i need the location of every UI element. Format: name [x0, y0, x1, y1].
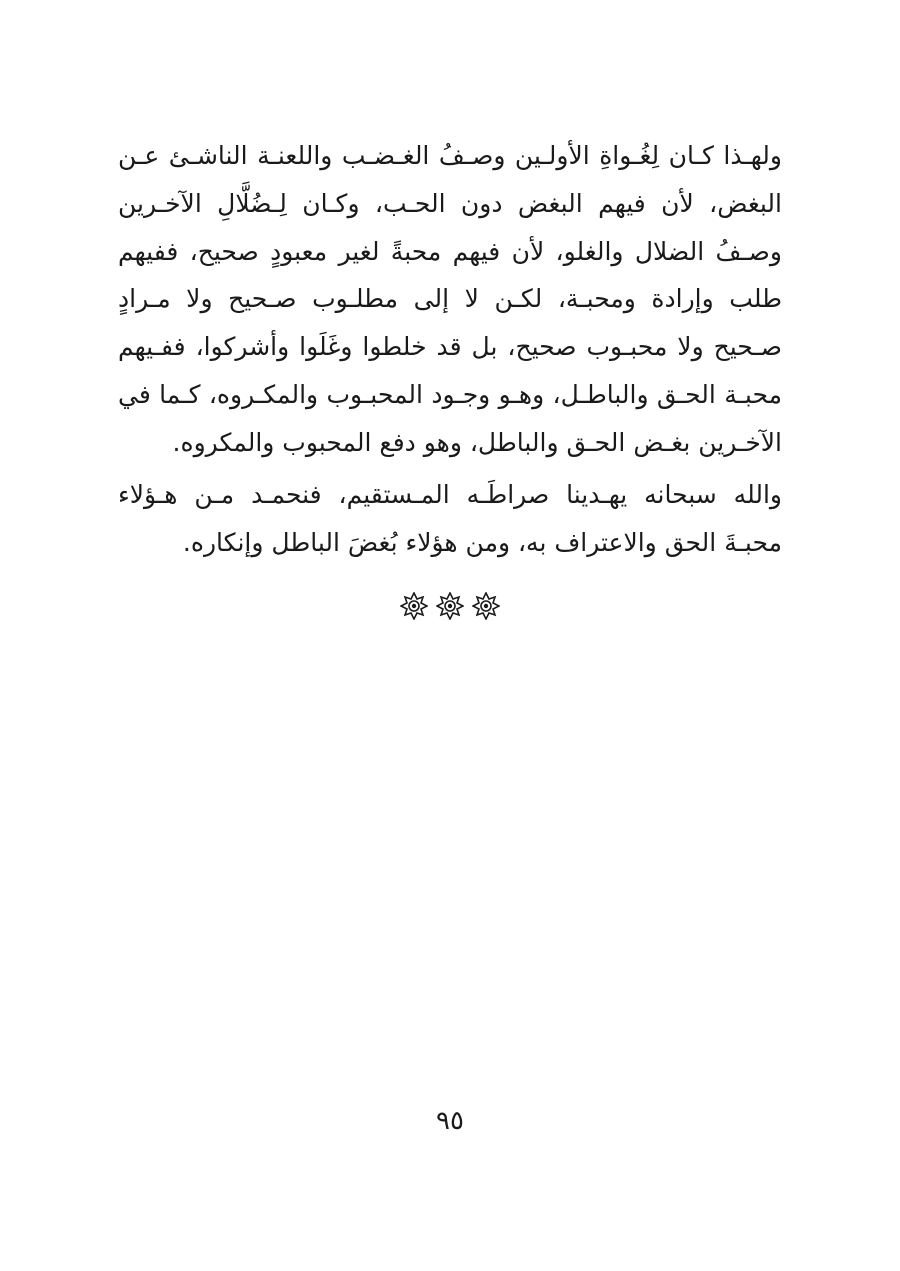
- paragraph-1: [118, 132, 782, 467]
- paragraph-2: [118, 471, 782, 567]
- paragraph-2-text: والله سبحانه يهـدينا صراطَـه المـستقيم، فنحمـد مـن هـؤلاء محبـةَ الحق والاعتراف به، ومن هؤلاء بُغضَ الباطل وإنكاره.: [118, 480, 782, 557]
- paragraph-1-text: ولهـذا كـان لِغُـواةِ الأولـين وصـفُ الغـضـب واللعنـة الناشـئ عـن البغض، لأن فيهم البغض دون الحـب، وكـان لِـضُلَّالِ الآخـرين وصـفُ الضلال والغلو، لأن فيهم محبةً لغير معبودٍ صحيح، ففيهم طلب وإرادة ومحبـة، لكـن لا إلى مطلـوب صـحيح ولا مـرادٍ صـحيح ولا محبـوب صحيح، بل قد خلطوا وغَلَوا وأشركوا، ففـيهم محبـة الحـق والباطـل، وهـو وجـود المحبـوب والمكـروه، كـما في الآخـرين بغـض الحـق والباطل، وهو دفع المحبوب والمكروه.: [118, 141, 782, 457]
- flower-ornament-icon: [400, 592, 428, 620]
- section-divider-ornaments: [0, 592, 900, 628]
- flower-ornament-icon: [436, 592, 464, 620]
- page-number: ٩٥: [436, 1106, 464, 1136]
- flower-ornament-icon: [472, 592, 500, 620]
